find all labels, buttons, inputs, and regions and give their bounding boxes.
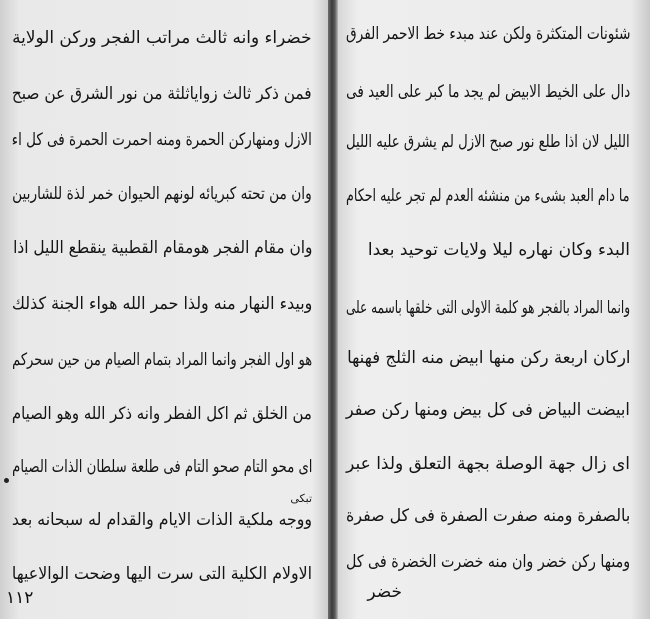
manuscript-line: ما دام العبد بشىء من منشئه العدم لم تجر عليه احكام [346, 186, 630, 206]
manuscript-line: خضر [367, 582, 402, 602]
manuscript-line: الاولام الكلية التى سرت اليها وضحت الوالاعيها [11, 564, 312, 584]
manuscript-line: ابيضت البياض فى كل بيض ومنها ركن صفر [346, 400, 630, 420]
manuscript-line: ووجه ملكية الذات الايام والقدام له سبحانه بعد [11, 510, 312, 530]
manuscript-line: فمن ذكر ثالث زواياثلثة من نور الشرق عن صبح [12, 84, 312, 104]
manuscript-line: وانما المراد بالفجر هو كلمة الاولى التى خلقها باسمه على [345, 298, 630, 318]
manuscript-line: شئونات المتكثرة ولكن عند مبدء خط الاحمر الفرق [345, 24, 630, 44]
manuscript-line: خضراء وانه ثالث مراتب الفجر وركن الولاية [12, 28, 312, 48]
manuscript-line: من الخلق ثم اكل الفطر وانه ذكر الله وهو الصيام [12, 404, 312, 424]
manuscript-line: وان من تحته كبريائه لونهم الحيوان خمر لذة للشاربين [12, 184, 312, 204]
ink-dot [4, 478, 9, 483]
manuscript-line: دال على الخيط الابيض لم يجد ما كبر على العيد فى [345, 82, 630, 102]
manuscript-line: الليل لان اذا طلع نور صبح الازل لم يشرق عليه الليل [346, 132, 630, 152]
right-page [338, 0, 650, 619]
manuscript-line: الازل ومنهاركن الحمرة ومنه احمرت الحمرة فى كل اء [11, 130, 312, 150]
manuscript-line: ومنها ركن خضر وان منه خضرت الخضرة فى كل [345, 552, 630, 572]
manuscript-line: بالصفرة ومنه صفرت الصفرة فى كل صفرة [345, 506, 630, 526]
book-gutter [328, 0, 338, 619]
marginal-note: تبكى [290, 492, 312, 505]
manuscript-line: وبيدء النهار منه ولذا حمر الله هواء الجنة كذلك [11, 294, 312, 314]
manuscript-line: اركان اربعة ركن منها ابيض منه الثلج فهنها [346, 348, 630, 368]
manuscript-line: وان مقام الفجر هومقام القطبية ينقطع الليل اذا [12, 238, 312, 258]
manuscript-line: البدء وكان نهاره ليلا ولايات توحيد بعدا [367, 240, 630, 260]
manuscript-line: اى محو التام صحو التام فى طلعة سلطان الذات الصيام [11, 457, 312, 477]
manuscript-line: هو اول الفجر وانما المراد بتمام الصيام من حين سحركم [12, 350, 312, 370]
page-number: ١١٢ [6, 588, 34, 608]
manuscript-line: اى زال جهة الوصلة بجهة التعلق ولذا عبر [346, 454, 630, 474]
